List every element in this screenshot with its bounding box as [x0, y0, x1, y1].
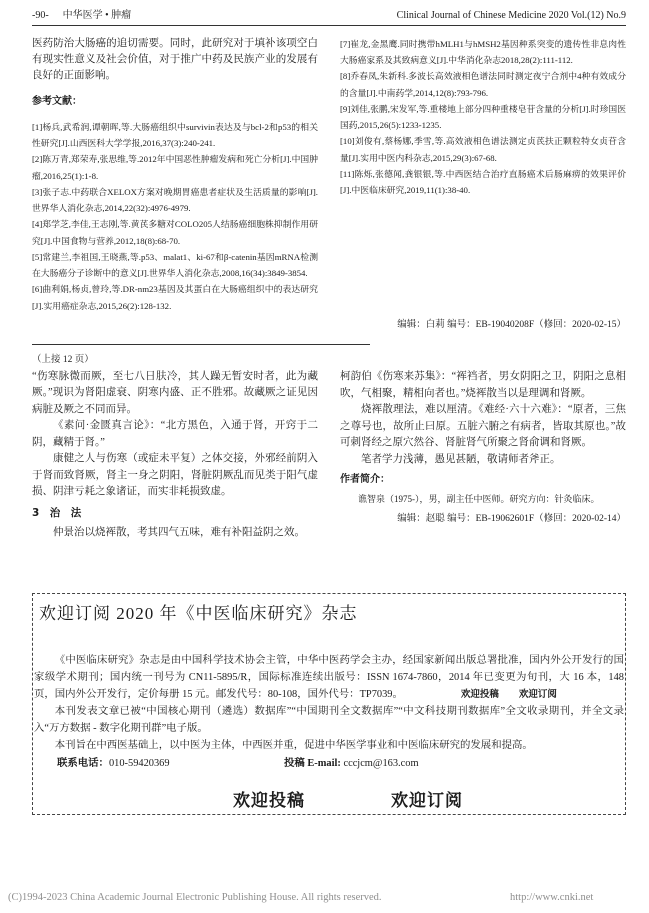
- email-label: 投稿 E-mail:: [284, 758, 341, 769]
- reference-item: [5]常建兰,李祖国,王晓燕,等.p53、malat1、ki-67和β-catenin基因mRNA检测在大肠癌分子诊断中的意义[J].世界华人消化杂志,2008,16(34):3849-3854.: [32, 251, 318, 278]
- email-address: cccjcm@163.com: [343, 758, 419, 769]
- reference-item: [7]崔龙,金黑鹰.同时携带hMLH1与hMSH2基因种系突变的遗传性非息肉性大肠癌家系及其致病意义[J].中华消化杂志2018,28(2):111-112.: [340, 38, 626, 66]
- running-header-left: [32, 9, 131, 23]
- page-number: -90-: [32, 10, 49, 21]
- ad-body: [34, 652, 624, 754]
- subscription-ad: [32, 593, 626, 815]
- top-right-column: [340, 36, 626, 198]
- ad-inline-submit: 欢迎投稿: [460, 689, 499, 700]
- slogan-submit: 欢迎投稿: [233, 791, 305, 811]
- ad-paragraph: 本刊发表文章已被“中国核心期刊（遴选）数据库”“中国期刊全文数据库”“中文科技期刊数据库”全文收录期刊，并全文录入“万方数据 - 数字化期刊群”电子版。: [34, 706, 624, 734]
- reference-item: [1]杨兵,武希润,谭朝晖,等.大肠癌组织中survivin表达及与bcl-2和p53的相关性研究[J].山西医科大学学报,2016,37(3):240-241.: [32, 121, 318, 148]
- author-heading: 作者简介：: [340, 474, 390, 485]
- ad-paragraph: [34, 652, 624, 703]
- editor-note: 编辑：白莉 编号：EB-19040208F（修回：2020-02-15）: [397, 320, 626, 330]
- reference-item: [9]刘佳,张鹏,宋发军,等.重楼地上部分四种重楼皂苷含量的分析[J].时珍国医国药,2015,26(5):1233-1235.: [340, 103, 626, 131]
- phone-label: 联系电话：: [57, 758, 109, 769]
- reference-list: [32, 119, 318, 314]
- continued-from-note: （上接 12 页）: [32, 355, 94, 365]
- footer-url: http://www.cnki.net: [510, 892, 594, 903]
- slogan-subscribe: 欢迎订阅: [391, 791, 463, 811]
- author-bio: 谯智泉（1975-），男，副主任中医师。研究方向：针灸临床。: [358, 494, 600, 504]
- reference-item: [8]乔春凤,朱新科.多波长高效液相色谱法同时测定夜宁合剂中4种有效成分的含量[J].中南药学,2014,12(8):793-796.: [340, 71, 626, 98]
- ad-inline-subscribe: 欢迎订阅: [518, 689, 557, 700]
- reference-item: [10]刘俊有,蔡杨娜,季雪,等.高效液相色谱法测定贞芪扶正颗粒特女贞苷含量[J].实用中医内科杂志,2015,29(3):67-68.: [340, 136, 626, 163]
- header-rule: [32, 25, 626, 26]
- ad-title: 欢迎订阅 2020 年《中医临床研究》杂志: [39, 604, 358, 623]
- body-paragraph: 笔者学力浅薄，愚见甚陋，敬请师者斧正。: [361, 453, 561, 465]
- journal-name: Clinical Journal of Chinese Medicine 2020 Vol.(12) No.9: [396, 10, 626, 21]
- closing-paragraph: 医药防治大肠癌的追切需要。同时，此研究对于填补该项空白有现实性意义及社会价值，对于推广中药及民族产业的发展有良好的正面影响。: [32, 38, 318, 81]
- top-left-column: [32, 36, 318, 314]
- reference-item: [6]曲利娟,杨贞,曾玲,等.DR-nm23基因及其蛋白在大肠癌组织中的表达研究[J].实用癌症杂志,2015,26(2):128-132.: [32, 284, 318, 311]
- reference-item: [3]张子志.中药联合XELOX方案对晚期胃癌患者症状及生活质量的影响[J].世界华人消化杂志,2014,22(32):4976-4979.: [32, 186, 318, 213]
- section-heading: 3 治 法: [32, 506, 82, 519]
- contact-email: [284, 755, 419, 772]
- ad-intro-text: 《中医临床研究》杂志是由中国科学技术协会主管，中华中医药学会主办，经国家新闻出版总署批准，国内外公开发行的国家级学术期刊；国内统一刊号为 CN11-5895/R，国际标准连续出版号：ISSN 1674-7860，2014 年已变更为旬刊，大 16 本，148 页，国内外公开发行，定价每册 15 元。邮发代号：80-108，国外代号：TP7039。: [34, 655, 624, 700]
- reference-item: [2]陈万青,郑荣寿,张思维,等.2012年中国恶性肿瘤发病和死亡分析[J].中国肿瘤,2016,25(1):1-8.: [32, 154, 318, 181]
- copyright-footer: (C)1994-2023 China Academic Journal Electronic Publishing House. All rights reserved.: [8, 892, 382, 903]
- phone-number: 010-59420369: [108, 758, 170, 769]
- editor-note: 编辑：赵聪 编号：EB-19062601F（修回：2020-02-14）: [397, 514, 626, 524]
- body-paragraph: 柯韵伯《伤寒来苏集》：“裈裆者，男女阴阳之卫，阴阳之息相吹，气相聚，精相向者也。”烧裈散当以是理调和肾厥。: [340, 371, 626, 399]
- reference-list-continued: [340, 36, 626, 199]
- contact-phone: [57, 755, 170, 772]
- reference-item: [11]陈烁,张德闻,龚银银,等.中西医结合治疗直肠癌术后肠麻痹的效果评价[J].中医临床研究,2019,11(1):38-40.: [340, 168, 626, 196]
- references-heading: 参考文献：: [32, 96, 82, 107]
- article-divider: [32, 344, 370, 345]
- body-paragraph: “伤寒脉微而厥，至七八日肤冷，其人躁无暂安时者，此为藏厥。”现识为肾阳虚衰、阴寒内盛、正不胜邪。故藏厥之证见因病脏及厥之不同而异。: [32, 370, 318, 415]
- ad-paragraph: 本刊旨在中西医基础上，以中医为主体，中西医并重，促进中华医学事业和中医临床研究的发展和提高。: [54, 740, 533, 751]
- reference-item: [4]郑学芝,李佳,王志刚,等.黄芪多糖对COLO205人结肠癌细胞株抑制作用研究[J].中国食物与营养,2012,18(8):68-70.: [32, 219, 318, 246]
- body-paragraph: 《素问·金匮真言论》：“北方黑色，入通于肾，开窍于二阴，藏精于肾。”: [32, 420, 318, 448]
- body-paragraph: 烧裈散理法，难以厘清。《难经·六十六难》：“原者，三焦之尊号也，故所止曰原。五脏六腑之有病者，皆取其原也。”故可刺肾经之原穴然谷、肾脏肾气所聚之肾俞调和肾厥。: [340, 404, 626, 448]
- body-paragraph: 仲景治以烧裈散，考其四气五味，难有补阳益阴之效。: [53, 526, 305, 538]
- bottom-right-column: [340, 369, 626, 527]
- body-paragraph: 康健之人与伤寒（或症未平复）之体交接，外邪经前阴入于肾而致肾厥，肾主一身之阴阳，肾脏阴厥乱而见类于阳气虚损、阴津亏耗之象诸证，而实非耗损致虚。: [32, 453, 318, 497]
- bottom-left-column: [32, 352, 318, 541]
- section-name: 中华医学 • 肿瘤: [62, 10, 132, 21]
